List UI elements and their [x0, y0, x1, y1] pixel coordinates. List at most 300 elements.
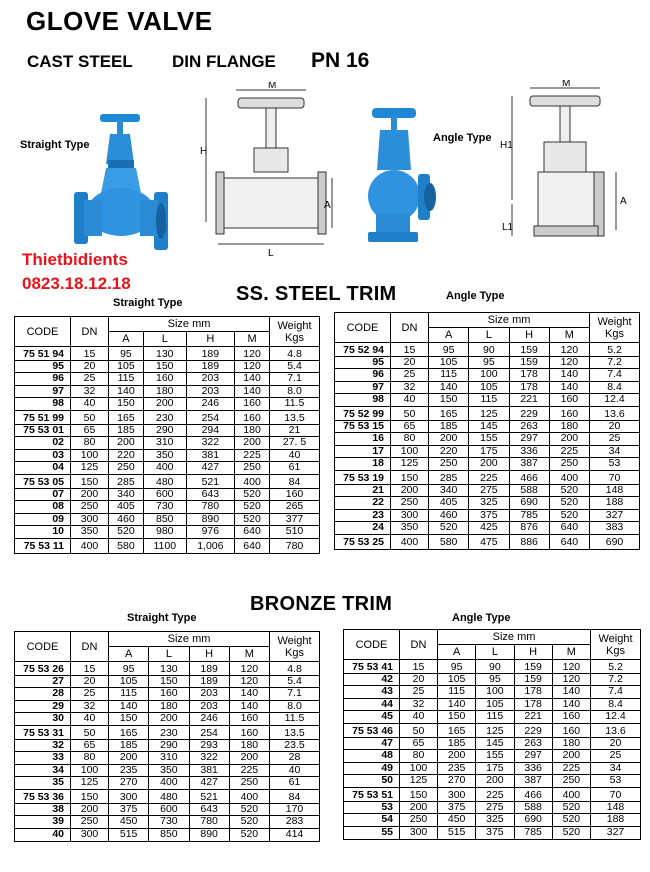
l-cell: 125: [469, 407, 509, 421]
dn-cell: 150: [391, 471, 429, 485]
code-cell: 75 53 51: [344, 788, 400, 802]
code-cell: 16: [335, 433, 391, 445]
code-cell: 75 53 46: [344, 724, 400, 738]
svg-text:M: M: [268, 82, 277, 91]
h-cell: 159: [509, 343, 549, 357]
m-cell: 140: [552, 686, 590, 698]
m-cell: 520: [229, 816, 269, 828]
l-cell: 375: [476, 826, 514, 839]
weight-cell: 383: [590, 521, 640, 534]
dn-cell: 25: [391, 369, 429, 381]
l-cell: 475: [469, 535, 509, 550]
weight-cell: 12.4: [591, 710, 641, 723]
code-cell: 75 53 15: [335, 421, 391, 433]
table-row: [344, 826, 641, 839]
h-cell: 785: [514, 826, 552, 839]
l-cell: 1100: [143, 539, 186, 554]
table-row: [15, 740, 320, 752]
code-cell: 75 53 31: [15, 726, 71, 740]
bronze-straight-type-label: Straight Type: [127, 612, 197, 624]
column-header-code: CODE: [344, 630, 400, 660]
h-cell: 890: [189, 828, 229, 841]
h-cell: 221: [509, 393, 549, 406]
ss-angle-type-label: Angle Type: [446, 290, 505, 302]
m-cell: 225: [552, 762, 590, 774]
m-cell: 520: [552, 802, 590, 814]
l-cell: 600: [149, 804, 189, 816]
table-row: [15, 828, 320, 841]
h-cell: 178: [509, 381, 549, 393]
code-cell: 54: [344, 814, 400, 826]
dn-cell: 20: [391, 357, 429, 369]
a-cell: 285: [109, 475, 144, 489]
l-cell: 310: [143, 437, 186, 449]
m-cell: 400: [229, 790, 269, 804]
weight-cell: 188: [590, 497, 640, 509]
h-cell: 785: [509, 509, 549, 521]
weight-cell: 327: [591, 826, 641, 839]
m-cell: 120: [235, 361, 270, 373]
m-cell: 520: [229, 804, 269, 816]
column-header-dn: DN: [400, 630, 438, 660]
table-row: [344, 698, 641, 710]
dn-cell: 250: [71, 501, 109, 513]
phone-number: 0823.18.12.18: [22, 274, 131, 293]
h-cell: 221: [514, 710, 552, 723]
h-cell: 203: [189, 688, 229, 700]
m-cell: 520: [235, 489, 270, 501]
dn-cell: 80: [71, 752, 109, 764]
code-cell: 75 51 94: [15, 347, 71, 361]
a-cell: 300: [109, 790, 149, 804]
table-row: [15, 726, 320, 740]
l-cell: 480: [143, 475, 186, 489]
dn-cell: 150: [71, 790, 109, 804]
m-cell: 250: [552, 774, 590, 787]
flange-label: DIN FLANGE: [172, 52, 276, 71]
weight-cell: 84: [270, 475, 320, 489]
code-cell: 53: [344, 802, 400, 814]
column-header-m: M: [235, 332, 270, 347]
weight-cell: 20: [590, 421, 640, 433]
row-group: [335, 343, 640, 407]
weight-cell: 4.8: [270, 662, 320, 676]
table-row: [15, 425, 320, 437]
dn-cell: 80: [71, 437, 109, 449]
weight-cell: 40: [270, 449, 320, 461]
table-row: [15, 816, 320, 828]
l-cell: 90: [476, 660, 514, 674]
h-cell: 381: [186, 449, 234, 461]
h-cell: 643: [186, 489, 234, 501]
a-cell: 150: [109, 712, 149, 725]
h-cell: 263: [509, 421, 549, 433]
bronze-section-title: BRONZE TRIM: [250, 593, 393, 615]
h-cell: 322: [189, 752, 229, 764]
code-cell: 75 53 25: [335, 535, 391, 550]
m-cell: 520: [549, 509, 589, 521]
a-cell: 375: [109, 804, 149, 816]
a-cell: 185: [438, 738, 476, 750]
weight-cell: 8.0: [270, 700, 320, 712]
column-header-a: A: [438, 645, 476, 660]
l-cell: 175: [476, 762, 514, 774]
a-cell: 95: [429, 343, 469, 357]
code-cell: 55: [344, 826, 400, 839]
h-cell: 336: [509, 445, 549, 457]
dn-cell: 300: [391, 509, 429, 521]
dn-cell: 25: [400, 686, 438, 698]
l-cell: 105: [469, 381, 509, 393]
dn-cell: 50: [391, 407, 429, 421]
m-cell: 520: [229, 828, 269, 841]
dn-cell: 300: [71, 513, 109, 525]
weight-cell: 7.2: [590, 357, 640, 369]
weight-cell: 53: [591, 774, 641, 787]
l-cell: 275: [469, 485, 509, 497]
h-cell: 246: [186, 397, 234, 410]
weight-cell: 188: [591, 814, 641, 826]
table-row: [335, 497, 640, 509]
code-cell: 75 52 94: [335, 343, 391, 357]
column-header-code: CODE: [335, 313, 391, 343]
table-row: [335, 509, 640, 521]
a-cell: 235: [438, 762, 476, 774]
h-cell: 876: [509, 521, 549, 534]
m-cell: 180: [552, 738, 590, 750]
dn-cell: 40: [391, 393, 429, 406]
column-header-h: H: [509, 328, 549, 343]
l-cell: 150: [143, 361, 186, 373]
table-row: [15, 752, 320, 764]
m-cell: 160: [552, 710, 590, 723]
code-cell: 02: [15, 437, 71, 449]
m-cell: 120: [229, 662, 269, 676]
a-cell: 200: [109, 437, 144, 449]
l-cell: 180: [149, 700, 189, 712]
weight-cell: 70: [590, 471, 640, 485]
weight-cell: 53: [590, 457, 640, 470]
dn-cell: 100: [71, 449, 109, 461]
a-cell: 450: [438, 814, 476, 826]
weight-cell: 690: [590, 535, 640, 550]
column-header-l: L: [476, 645, 514, 660]
code-cell: 34: [15, 764, 71, 776]
l-cell: 115: [476, 710, 514, 723]
code-cell: 98: [15, 397, 71, 410]
table-row: [335, 445, 640, 457]
column-header-size: Size mm: [109, 632, 270, 647]
weight-cell: 510: [270, 525, 320, 538]
l-cell: 400: [143, 461, 186, 474]
table-row: [15, 385, 320, 397]
dn-cell: 400: [391, 535, 429, 550]
h-cell: 263: [514, 738, 552, 750]
dn-cell: 40: [71, 712, 109, 725]
code-cell: 28: [15, 688, 71, 700]
h-cell: 780: [186, 501, 234, 513]
dn-cell: 125: [71, 461, 109, 474]
a-cell: 520: [109, 525, 144, 538]
row-group: [15, 475, 320, 539]
m-cell: 520: [235, 501, 270, 513]
l-cell: 850: [143, 513, 186, 525]
h-cell: 178: [509, 369, 549, 381]
m-cell: 640: [235, 539, 270, 554]
weight-cell: 13.6: [591, 724, 641, 738]
m-cell: 400: [552, 788, 590, 802]
m-cell: 520: [549, 485, 589, 497]
l-cell: 175: [469, 445, 509, 457]
table-row: [15, 676, 320, 688]
column-header-a: A: [109, 332, 144, 347]
table-row: [335, 421, 640, 433]
column-header-size: Size mm: [429, 313, 590, 328]
code-cell: 75 53 05: [15, 475, 71, 489]
l-cell: 150: [149, 676, 189, 688]
a-cell: 115: [109, 373, 144, 385]
m-cell: 140: [549, 369, 589, 381]
h-cell: 976: [186, 525, 234, 538]
svg-text:M: M: [562, 80, 571, 89]
weight-cell: 61: [270, 461, 320, 474]
m-cell: 120: [235, 347, 270, 361]
code-cell: 33: [15, 752, 71, 764]
svg-text:L: L: [268, 248, 274, 259]
h-cell: 297: [509, 433, 549, 445]
table-row: [15, 461, 320, 474]
weight-cell: 8.4: [590, 381, 640, 393]
m-cell: 160: [549, 393, 589, 406]
a-cell: 200: [438, 750, 476, 762]
row-group: [15, 790, 320, 842]
dn-cell: 125: [71, 776, 109, 789]
l-cell: 290: [149, 740, 189, 752]
h-cell: 178: [514, 686, 552, 698]
l-cell: 350: [149, 764, 189, 776]
a-cell: 140: [438, 698, 476, 710]
h-cell: 387: [509, 457, 549, 470]
m-cell: 400: [549, 471, 589, 485]
dn-cell: 80: [391, 433, 429, 445]
weight-cell: 8.0: [270, 385, 320, 397]
straight-type-figure-label: Straight Type: [20, 139, 90, 151]
table-row: [344, 762, 641, 774]
table-row: [15, 489, 320, 501]
h-cell: 886: [509, 535, 549, 550]
h-cell: 690: [509, 497, 549, 509]
l-cell: 225: [476, 788, 514, 802]
l-cell: 160: [143, 373, 186, 385]
table-row: [344, 738, 641, 750]
a-cell: 375: [438, 802, 476, 814]
l-cell: 375: [469, 509, 509, 521]
weight-cell: 13.5: [270, 411, 320, 425]
row-group: [344, 724, 641, 788]
bronze-angle-type-label: Angle Type: [452, 612, 511, 624]
m-cell: 200: [235, 437, 270, 449]
code-cell: 18: [335, 457, 391, 470]
code-cell: 96: [335, 369, 391, 381]
table-row: [344, 724, 641, 738]
m-cell: 640: [235, 525, 270, 538]
code-cell: 98: [335, 393, 391, 406]
weight-cell: 4.8: [270, 347, 320, 361]
h-cell: 203: [189, 700, 229, 712]
m-cell: 160: [235, 397, 270, 410]
weight-cell: 28: [270, 752, 320, 764]
l-cell: 980: [143, 525, 186, 538]
ss-angle-table: [334, 312, 640, 550]
code-cell: 75 51 99: [15, 411, 71, 425]
ss-section-title: SS. STEEL TRIM: [236, 283, 397, 305]
l-cell: 730: [143, 501, 186, 513]
h-cell: 387: [514, 774, 552, 787]
weight-cell: 265: [270, 501, 320, 513]
l-cell: 130: [149, 662, 189, 676]
code-cell: 09: [15, 513, 71, 525]
a-cell: 405: [109, 501, 144, 513]
dn-cell: 150: [400, 788, 438, 802]
table-row: [15, 437, 320, 449]
h-cell: 203: [186, 373, 234, 385]
code-cell: 48: [344, 750, 400, 762]
h-cell: 203: [186, 385, 234, 397]
code-cell: 96: [15, 373, 71, 385]
dn-cell: 50: [71, 411, 109, 425]
dn-cell: 20: [71, 676, 109, 688]
weight-cell: 148: [591, 802, 641, 814]
a-cell: 460: [109, 513, 144, 525]
straight-dimension-diagram: [198, 82, 338, 267]
code-cell: 95: [15, 361, 71, 373]
column-header-a: A: [109, 647, 149, 662]
code-cell: 45: [344, 710, 400, 723]
page-title: GLOVE VALVE: [26, 6, 213, 36]
m-cell: 140: [229, 700, 269, 712]
h-cell: 521: [186, 475, 234, 489]
dn-cell: 65: [71, 425, 109, 437]
material-label: CAST STEEL: [27, 52, 133, 71]
m-cell: 640: [549, 521, 589, 534]
dn-cell: 65: [391, 421, 429, 433]
weight-cell: 7.1: [270, 688, 320, 700]
table-row: [15, 501, 320, 513]
table-row: [344, 774, 641, 787]
table-row: [15, 688, 320, 700]
angle-valve-image: [362, 106, 452, 256]
l-cell: 200: [143, 397, 186, 410]
a-cell: 165: [109, 726, 149, 740]
table-row: [15, 764, 320, 776]
m-cell: 520: [235, 513, 270, 525]
column-header-h: H: [186, 332, 234, 347]
l-cell: 350: [143, 449, 186, 461]
m-cell: 225: [235, 449, 270, 461]
weight-cell: 7.4: [590, 369, 640, 381]
dn-cell: 40: [400, 710, 438, 723]
a-cell: 340: [429, 485, 469, 497]
l-cell: 290: [143, 425, 186, 437]
m-cell: 160: [235, 411, 270, 425]
m-cell: 140: [235, 373, 270, 385]
column-header-a: A: [429, 328, 469, 343]
m-cell: 520: [549, 497, 589, 509]
code-cell: 21: [335, 485, 391, 497]
dn-cell: 32: [400, 698, 438, 710]
l-cell: 200: [476, 774, 514, 787]
weight-cell: 20: [591, 738, 641, 750]
h-cell: 690: [514, 814, 552, 826]
dn-cell: 400: [71, 539, 109, 554]
dn-cell: 350: [71, 525, 109, 538]
code-cell: 95: [335, 357, 391, 369]
code-cell: 30: [15, 712, 71, 725]
table-row: [15, 513, 320, 525]
l-cell: 325: [469, 497, 509, 509]
weight-cell: 25: [590, 433, 640, 445]
column-header-dn: DN: [71, 632, 109, 662]
l-cell: 95: [469, 357, 509, 369]
table-row: [344, 802, 641, 814]
dn-cell: 250: [400, 814, 438, 826]
m-cell: 250: [235, 461, 270, 474]
table-row: [335, 407, 640, 421]
code-cell: 24: [335, 521, 391, 534]
a-cell: 105: [429, 357, 469, 369]
l-cell: 200: [469, 457, 509, 470]
svg-text:A: A: [620, 196, 627, 207]
code-cell: 04: [15, 461, 71, 474]
table-row: [344, 686, 641, 698]
m-cell: 640: [549, 535, 589, 550]
row-group: [344, 788, 641, 840]
a-cell: 220: [429, 445, 469, 457]
row-group: [15, 411, 320, 475]
weight-cell: 84: [270, 790, 320, 804]
a-cell: 105: [438, 674, 476, 686]
a-cell: 250: [429, 457, 469, 470]
table-row: [335, 393, 640, 406]
l-cell: 425: [469, 521, 509, 534]
table-row: [335, 485, 640, 497]
m-cell: 520: [552, 826, 590, 839]
code-cell: 75 53 36: [15, 790, 71, 804]
weight-cell: 11.5: [270, 397, 320, 410]
a-cell: 150: [429, 393, 469, 406]
l-cell: 100: [476, 686, 514, 698]
column-header-m: M: [552, 645, 590, 660]
a-cell: 140: [429, 381, 469, 393]
code-cell: 35: [15, 776, 71, 789]
l-cell: 480: [149, 790, 189, 804]
m-cell: 180: [549, 421, 589, 433]
table-row: [15, 790, 320, 804]
dn-cell: 300: [71, 828, 109, 841]
m-cell: 400: [235, 475, 270, 489]
m-cell: 120: [552, 660, 590, 674]
weight-cell: 8.4: [591, 698, 641, 710]
a-cell: 580: [429, 535, 469, 550]
code-cell: 07: [15, 489, 71, 501]
h-cell: 643: [189, 804, 229, 816]
row-group: [335, 471, 640, 535]
table-row: [15, 361, 320, 373]
code-cell: 44: [344, 698, 400, 710]
weight-cell: 13.6: [590, 407, 640, 421]
dn-cell: 25: [71, 373, 109, 385]
code-cell: 10: [15, 525, 71, 538]
